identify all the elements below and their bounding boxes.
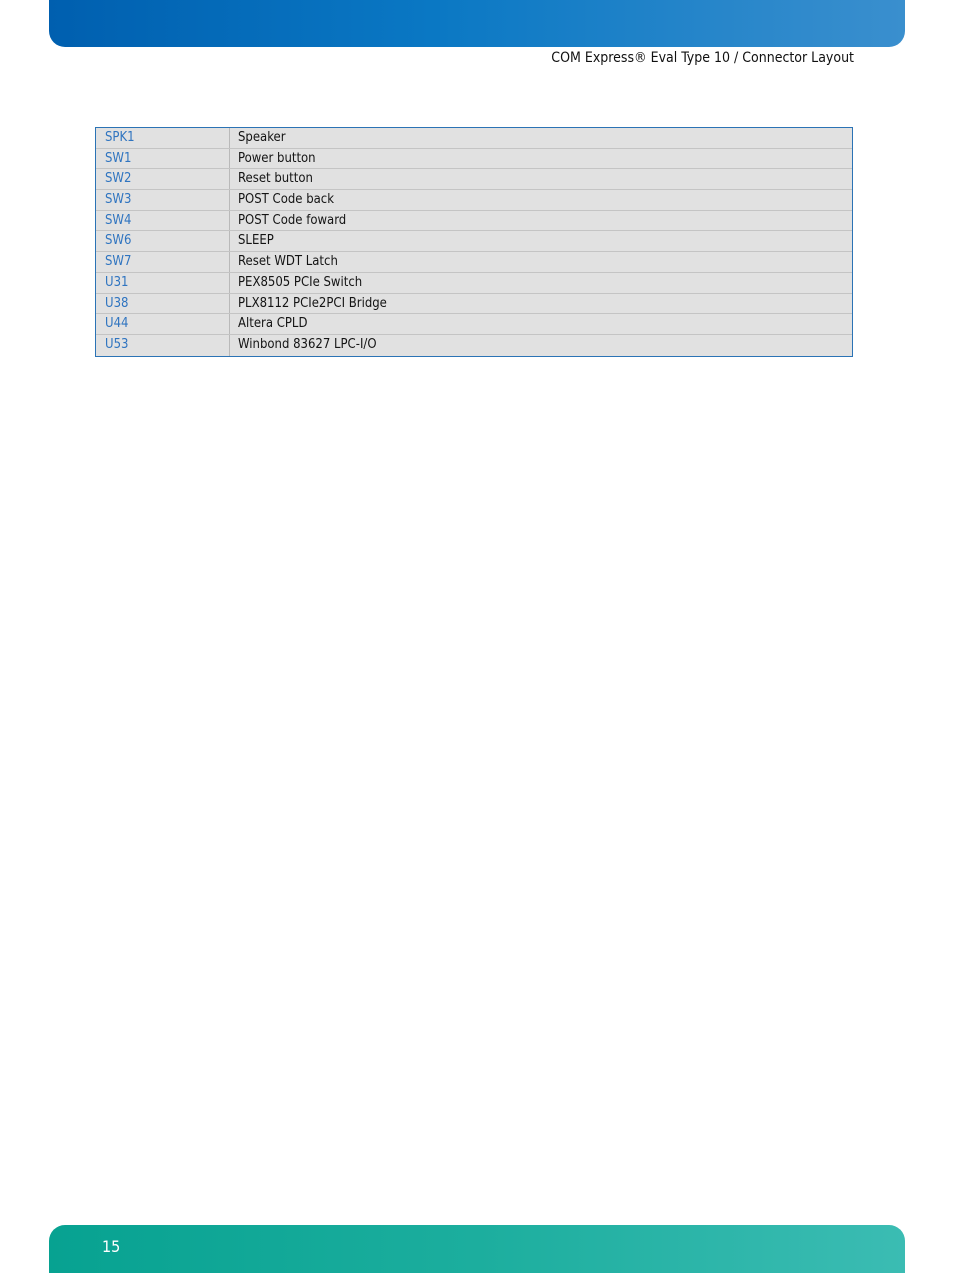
component-description: Altera CPLD	[238, 316, 308, 332]
table-row	[96, 231, 852, 252]
component-ref-link[interactable]: U31	[96, 273, 230, 293]
component-ref-link[interactable]: SW7	[96, 252, 230, 272]
component-description: POST Code foward	[238, 212, 347, 228]
table-row	[96, 128, 852, 149]
component-description: Power button	[238, 150, 316, 166]
top-banner	[49, 0, 905, 47]
table-row	[96, 252, 852, 273]
component-description: Speaker	[238, 130, 286, 145]
component-ref-link[interactable]: SW4	[96, 211, 230, 231]
table-row	[96, 169, 852, 190]
table-row	[96, 211, 852, 232]
component-ref-link[interactable]: SW3	[96, 190, 230, 210]
component-description: PLX8112 PCIe2PCI Bridge	[238, 295, 387, 311]
component-ref-link[interactable]: SW6	[96, 231, 230, 251]
component-table	[95, 127, 853, 357]
component-ref-link[interactable]: SW1	[96, 149, 230, 169]
table-row	[96, 273, 852, 294]
document-header-title: COM Express® Eval Type 10 / Connector Layout	[551, 50, 854, 66]
component-description: POST Code back	[238, 192, 334, 208]
table-row	[96, 294, 852, 315]
component-ref-link[interactable]: U38	[96, 294, 230, 314]
component-description: Reset WDT Latch	[238, 254, 338, 270]
component-description: Reset button	[238, 171, 313, 187]
footer-banner	[49, 1225, 905, 1273]
table-row	[96, 190, 852, 211]
component-description: Winbond 83627 LPC-I/O	[238, 336, 377, 352]
page-number: 15	[102, 1237, 121, 1256]
table-row	[96, 335, 852, 356]
component-ref-link[interactable]: SW2	[96, 169, 230, 189]
component-description: PEX8505 PCIe Switch	[238, 274, 363, 290]
table-row	[96, 314, 852, 335]
table-row	[96, 149, 852, 170]
component-ref-link[interactable]: U44	[96, 314, 230, 334]
component-ref-link[interactable]: SPK1	[96, 128, 230, 148]
component-ref-link[interactable]: U53	[96, 335, 230, 356]
component-description: SLEEP	[238, 233, 274, 249]
